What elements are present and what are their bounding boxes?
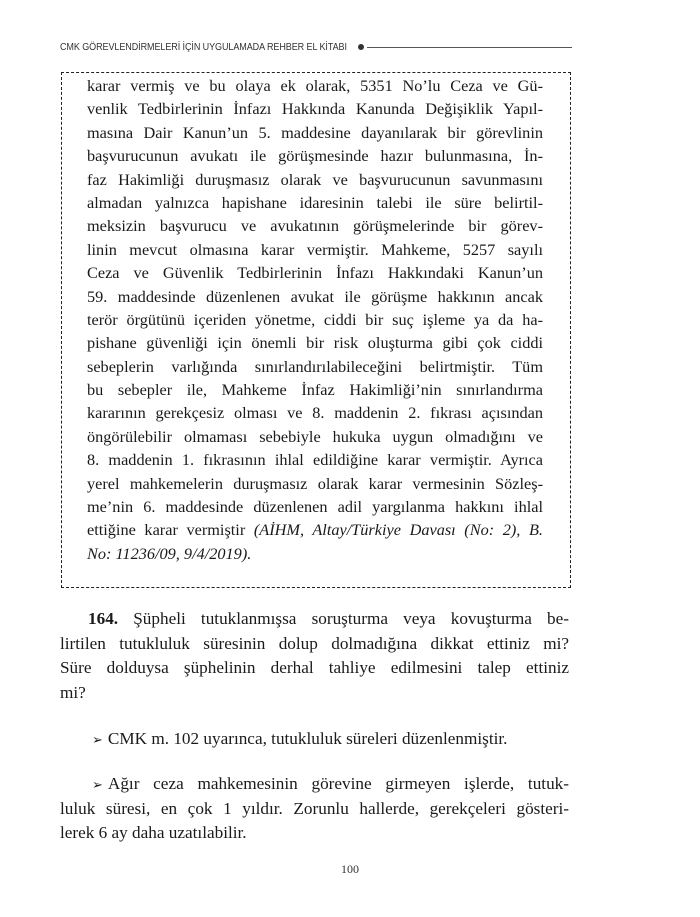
case-summary-line: başvurucunun avukatı ile görüşmesinde hazır bulunmasına, İn- (87, 146, 543, 166)
bullet-line: lerek 6 ay daha uzatılabilir. (60, 823, 247, 843)
case-summary-line: yerel mahkemelerin duruşmasız olarak karar vermesinin Sözleş- (87, 473, 543, 493)
case-summary-line: venlik Tedbirlerinin İnfazı Hakkında Kanunda Değişiklik Yapıl- (87, 99, 543, 119)
case-summary-final-text: ettiğine karar vermiştir (87, 520, 254, 540)
header-bullet-dot (358, 44, 364, 50)
case-summary-line: sebeplerin varlığında sınırlandırılabileceğini belirtmiştir. Tüm (87, 356, 543, 376)
case-summary-box (61, 72, 571, 588)
running-header-title: CMK GÖREVLENDİRMELERİ İÇİN UYGULAMADA REHBER EL KİTABI (60, 41, 347, 53)
arrow-bullet-icon: ➢ (92, 733, 103, 748)
case-citation: (AİHM, Altay/Türkiye Davası (No: 2), B. (253, 520, 543, 540)
question-text: Şüpheli tutuklanmışsa soruşturma veya kovuşturma be- (118, 609, 569, 628)
case-summary-line: faz Hakimliği duruşmasız olarak ve başvurucunun savunmasını (87, 169, 543, 189)
case-summary-text (87, 74, 543, 565)
bullet-item (60, 772, 569, 846)
case-summary-line (87, 518, 543, 541)
case-summary-line: kararının gerekçesiz olması ve 8. maddenin 2. fıkrası açısından (87, 403, 543, 423)
bullet-text: CMK m. 102 uyarınca, tutukluluk süreleri düzenlenmiştir. (107, 729, 508, 748)
case-summary-line: bu sebepler ile, Mahkeme İnfaz Hakimliği’nin sınırlandırma (87, 380, 543, 400)
page-number: 100 (341, 862, 359, 876)
case-summary-line: 59. maddesinde düzenlenen avukat ile görüşme hakkının ancak (87, 286, 543, 306)
case-summary-line: karar vermiş ve bu olaya ek olarak, 5351 No’lu Ceza ve Gü- (87, 76, 543, 95)
case-summary-line: me’nin 6. maddesinde düzenlenen adil yargılanma hakkını ihlal (87, 497, 543, 517)
case-citation-continued: No: 11236/09, 9/4/2019). (87, 543, 252, 563)
question-line: lirtilen tutukluluk süresinin dolup dolmadığına dikkat ettiniz mi? (60, 633, 569, 653)
arrow-bullet-icon: ➢ (92, 778, 103, 793)
question-number: 164. (88, 609, 119, 628)
bullet-line (60, 727, 569, 752)
bullet-text: Ağır ceza mahkemesinin görevine girmeyen işlerde, tutuk- (107, 774, 569, 793)
header-rule (367, 47, 572, 48)
case-summary-line: linin mevcut olmasına karar vermiştir. Mahkeme, 5257 sayılı (87, 239, 543, 259)
case-summary-line: masına Dair Kanun’un 5. maddesine dayanılarak bir görevlinin (87, 122, 543, 142)
question-line: mi? (60, 682, 86, 702)
case-summary-line: pishane güvenliği için önemli bir risk oluşturma gibi çok ciddi (87, 333, 543, 353)
bullet-line: luluk süresi, en çok 1 yıldır. Zorunlu hallerde, gerekçeleri gösteri- (60, 798, 569, 818)
case-summary-line: öngörülebilir olmaması sebebiyle hukuka uygun olmadığını ve (87, 426, 543, 446)
bullet-item (60, 727, 569, 752)
question-line (60, 607, 569, 632)
question-line: Süre dolduysa şüphelinin derhal tahliye edilmesini talep ettiniz (60, 658, 569, 678)
bullet-line (60, 772, 569, 797)
question-paragraph (60, 607, 569, 705)
running-header (60, 40, 572, 54)
case-summary-line: Ceza ve Güvenlik Tedbirlerinin İnfazı Hakkındaki Kanun’un (87, 263, 543, 283)
case-summary-line: terör örgütünü içeriden yönetme, ciddi bir suç işleme ya da ha- (87, 309, 543, 329)
case-summary-line: almadan yalnızca hapishane idaresinin talebi ile süre belirtil- (87, 192, 543, 212)
case-summary-line: meksizin başvurucu ve avukatının görüşmelerinde bir görev- (87, 216, 543, 236)
case-summary-line: 8. maddenin 1. fıkrasının ihlal edildiğine karar vermiştir. Ayrıca (87, 450, 543, 470)
